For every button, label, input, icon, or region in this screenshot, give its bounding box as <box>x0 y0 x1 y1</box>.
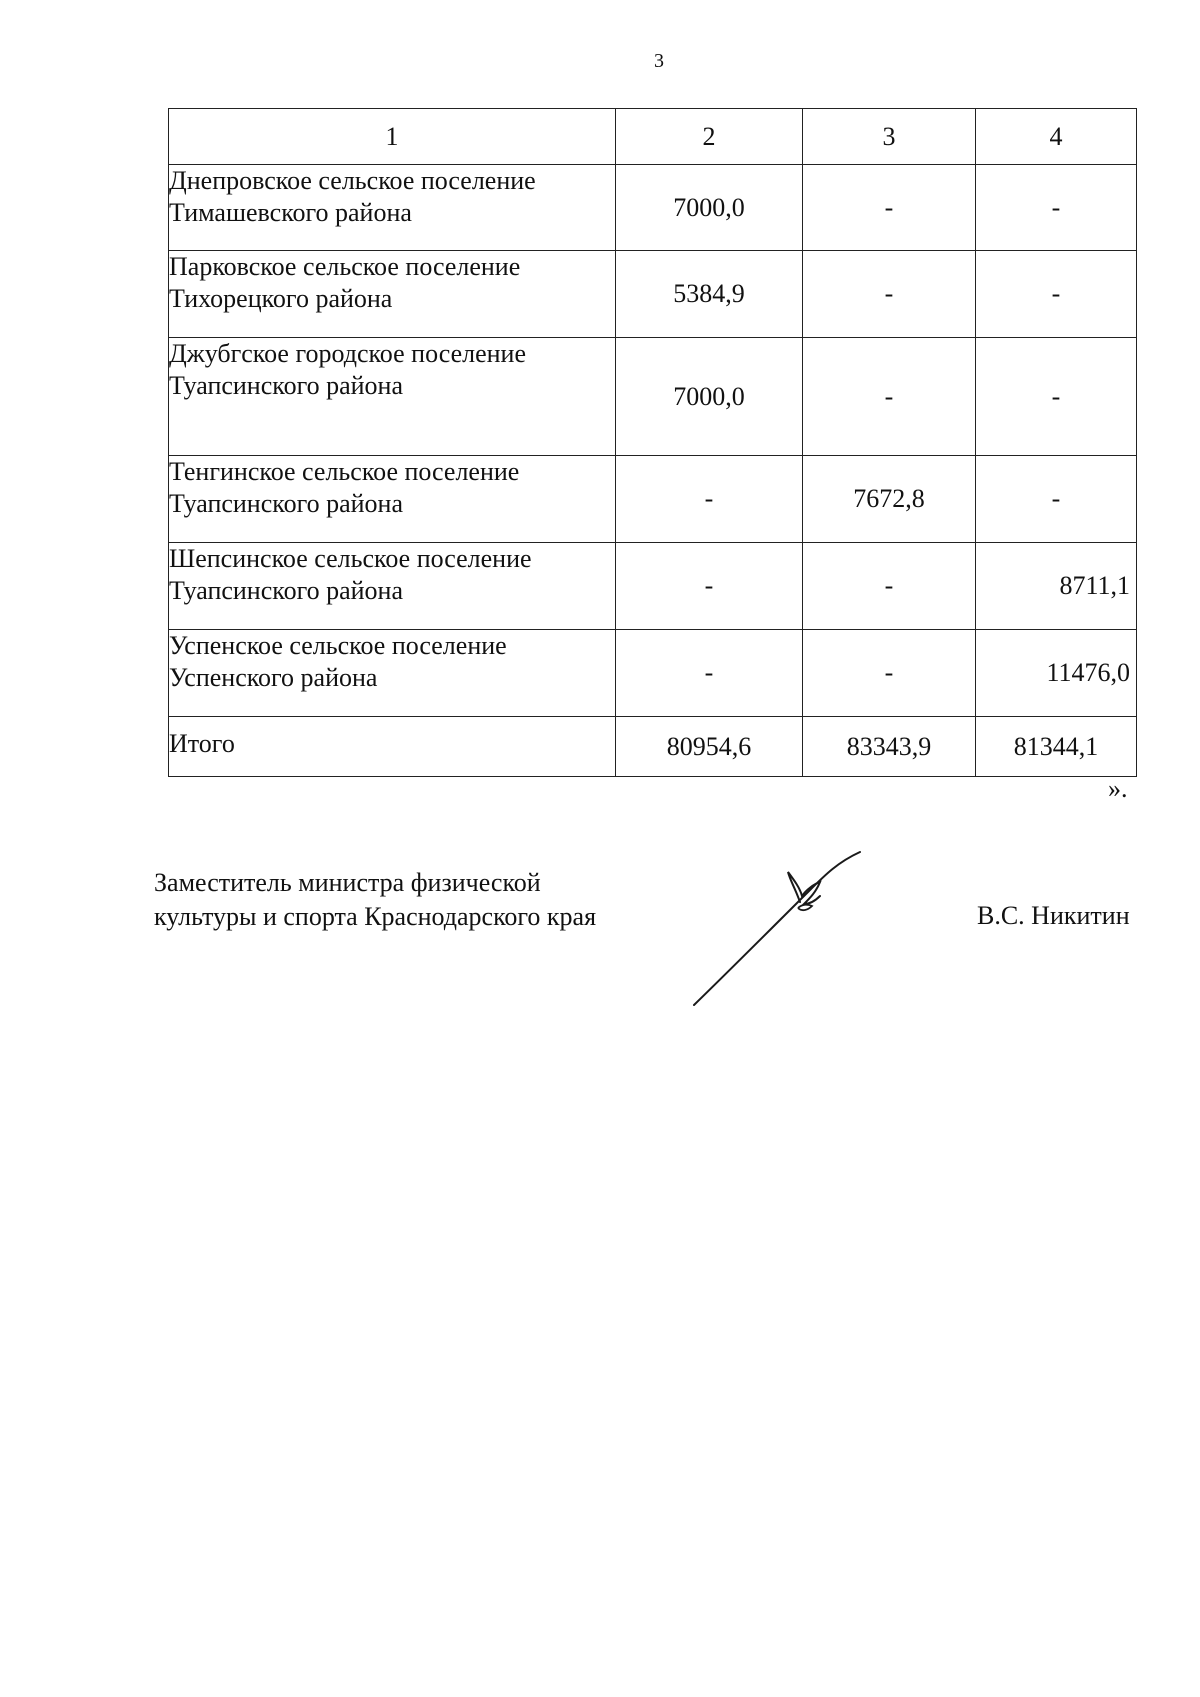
table-header-row <box>169 109 1137 165</box>
settlement-name-line: Джубгское городское поселение <box>169 339 527 368</box>
value-cell: 7672,8 <box>803 456 976 543</box>
settlement-name-cell <box>169 251 616 338</box>
settlement-name-cell <box>169 456 616 543</box>
value-cell: - <box>803 630 976 717</box>
settlement-district-line: Тихорецкого района <box>169 284 393 313</box>
column-header: 4 <box>976 109 1137 165</box>
settlement-name-cell <box>169 630 616 717</box>
signer-title <box>154 866 596 934</box>
settlement-district-line: Туапсинского района <box>169 371 403 400</box>
page-number: 3 <box>654 50 664 72</box>
value-cell: - <box>803 543 976 630</box>
value-cell: - <box>803 338 976 456</box>
total-value-cell: 80954,6 <box>616 717 803 777</box>
total-label: Итого <box>169 717 616 777</box>
total-row <box>169 717 1137 777</box>
settlement-district-line: Успенского района <box>169 663 378 692</box>
value-cell: - <box>616 543 803 630</box>
settlement-name-cell <box>169 165 616 251</box>
settlement-name-line: Тенгинское сельское поселение <box>169 457 520 486</box>
settlement-name-cell <box>169 543 616 630</box>
settlement-district-line: Тимашевского района <box>169 198 412 227</box>
value-cell: - <box>976 251 1137 338</box>
allocation-table <box>168 108 1137 777</box>
value-cell: 8711,1 <box>976 543 1137 630</box>
column-header: 1 <box>169 109 616 165</box>
settlement-name-line: Днепровское сельское поселение <box>169 166 536 195</box>
signer-title-line: Заместитель министра физической <box>154 868 541 897</box>
settlement-name-line: Успенское сельское поселение <box>169 631 507 660</box>
total-value-cell: 81344,1 <box>976 717 1137 777</box>
handwritten-signature <box>690 850 870 1010</box>
value-cell: 7000,0 <box>616 338 803 456</box>
table-row <box>169 456 1137 543</box>
signer-name: В.С. Никитин <box>977 901 1130 930</box>
settlement-district-line: Туапсинского района <box>169 576 403 605</box>
value-cell: - <box>976 456 1137 543</box>
closing-quote: ». <box>1108 774 1128 803</box>
value-cell: - <box>616 630 803 717</box>
settlement-name-line: Шепсинское сельское поселение <box>169 544 532 573</box>
value-cell: 11476,0 <box>976 630 1137 717</box>
settlement-name-cell <box>169 338 616 456</box>
column-header: 3 <box>803 109 976 165</box>
table-row <box>169 251 1137 338</box>
value-cell: - <box>803 165 976 251</box>
value-cell: - <box>976 338 1137 456</box>
signer-title-line: культуры и спорта Краснодарского края <box>154 902 597 931</box>
settlement-name-line: Парковское сельское поселение <box>169 252 521 281</box>
value-cell: - <box>976 165 1137 251</box>
value-cell: 7000,0 <box>616 165 803 251</box>
value-cell: - <box>616 456 803 543</box>
column-header: 2 <box>616 109 803 165</box>
value-cell: - <box>803 251 976 338</box>
table-row <box>169 543 1137 630</box>
table-row <box>169 165 1137 251</box>
table-row <box>169 630 1137 717</box>
value-cell: 5384,9 <box>616 251 803 338</box>
total-value-cell: 83343,9 <box>803 717 976 777</box>
table-row <box>169 338 1137 456</box>
settlement-district-line: Туапсинского района <box>169 489 403 518</box>
